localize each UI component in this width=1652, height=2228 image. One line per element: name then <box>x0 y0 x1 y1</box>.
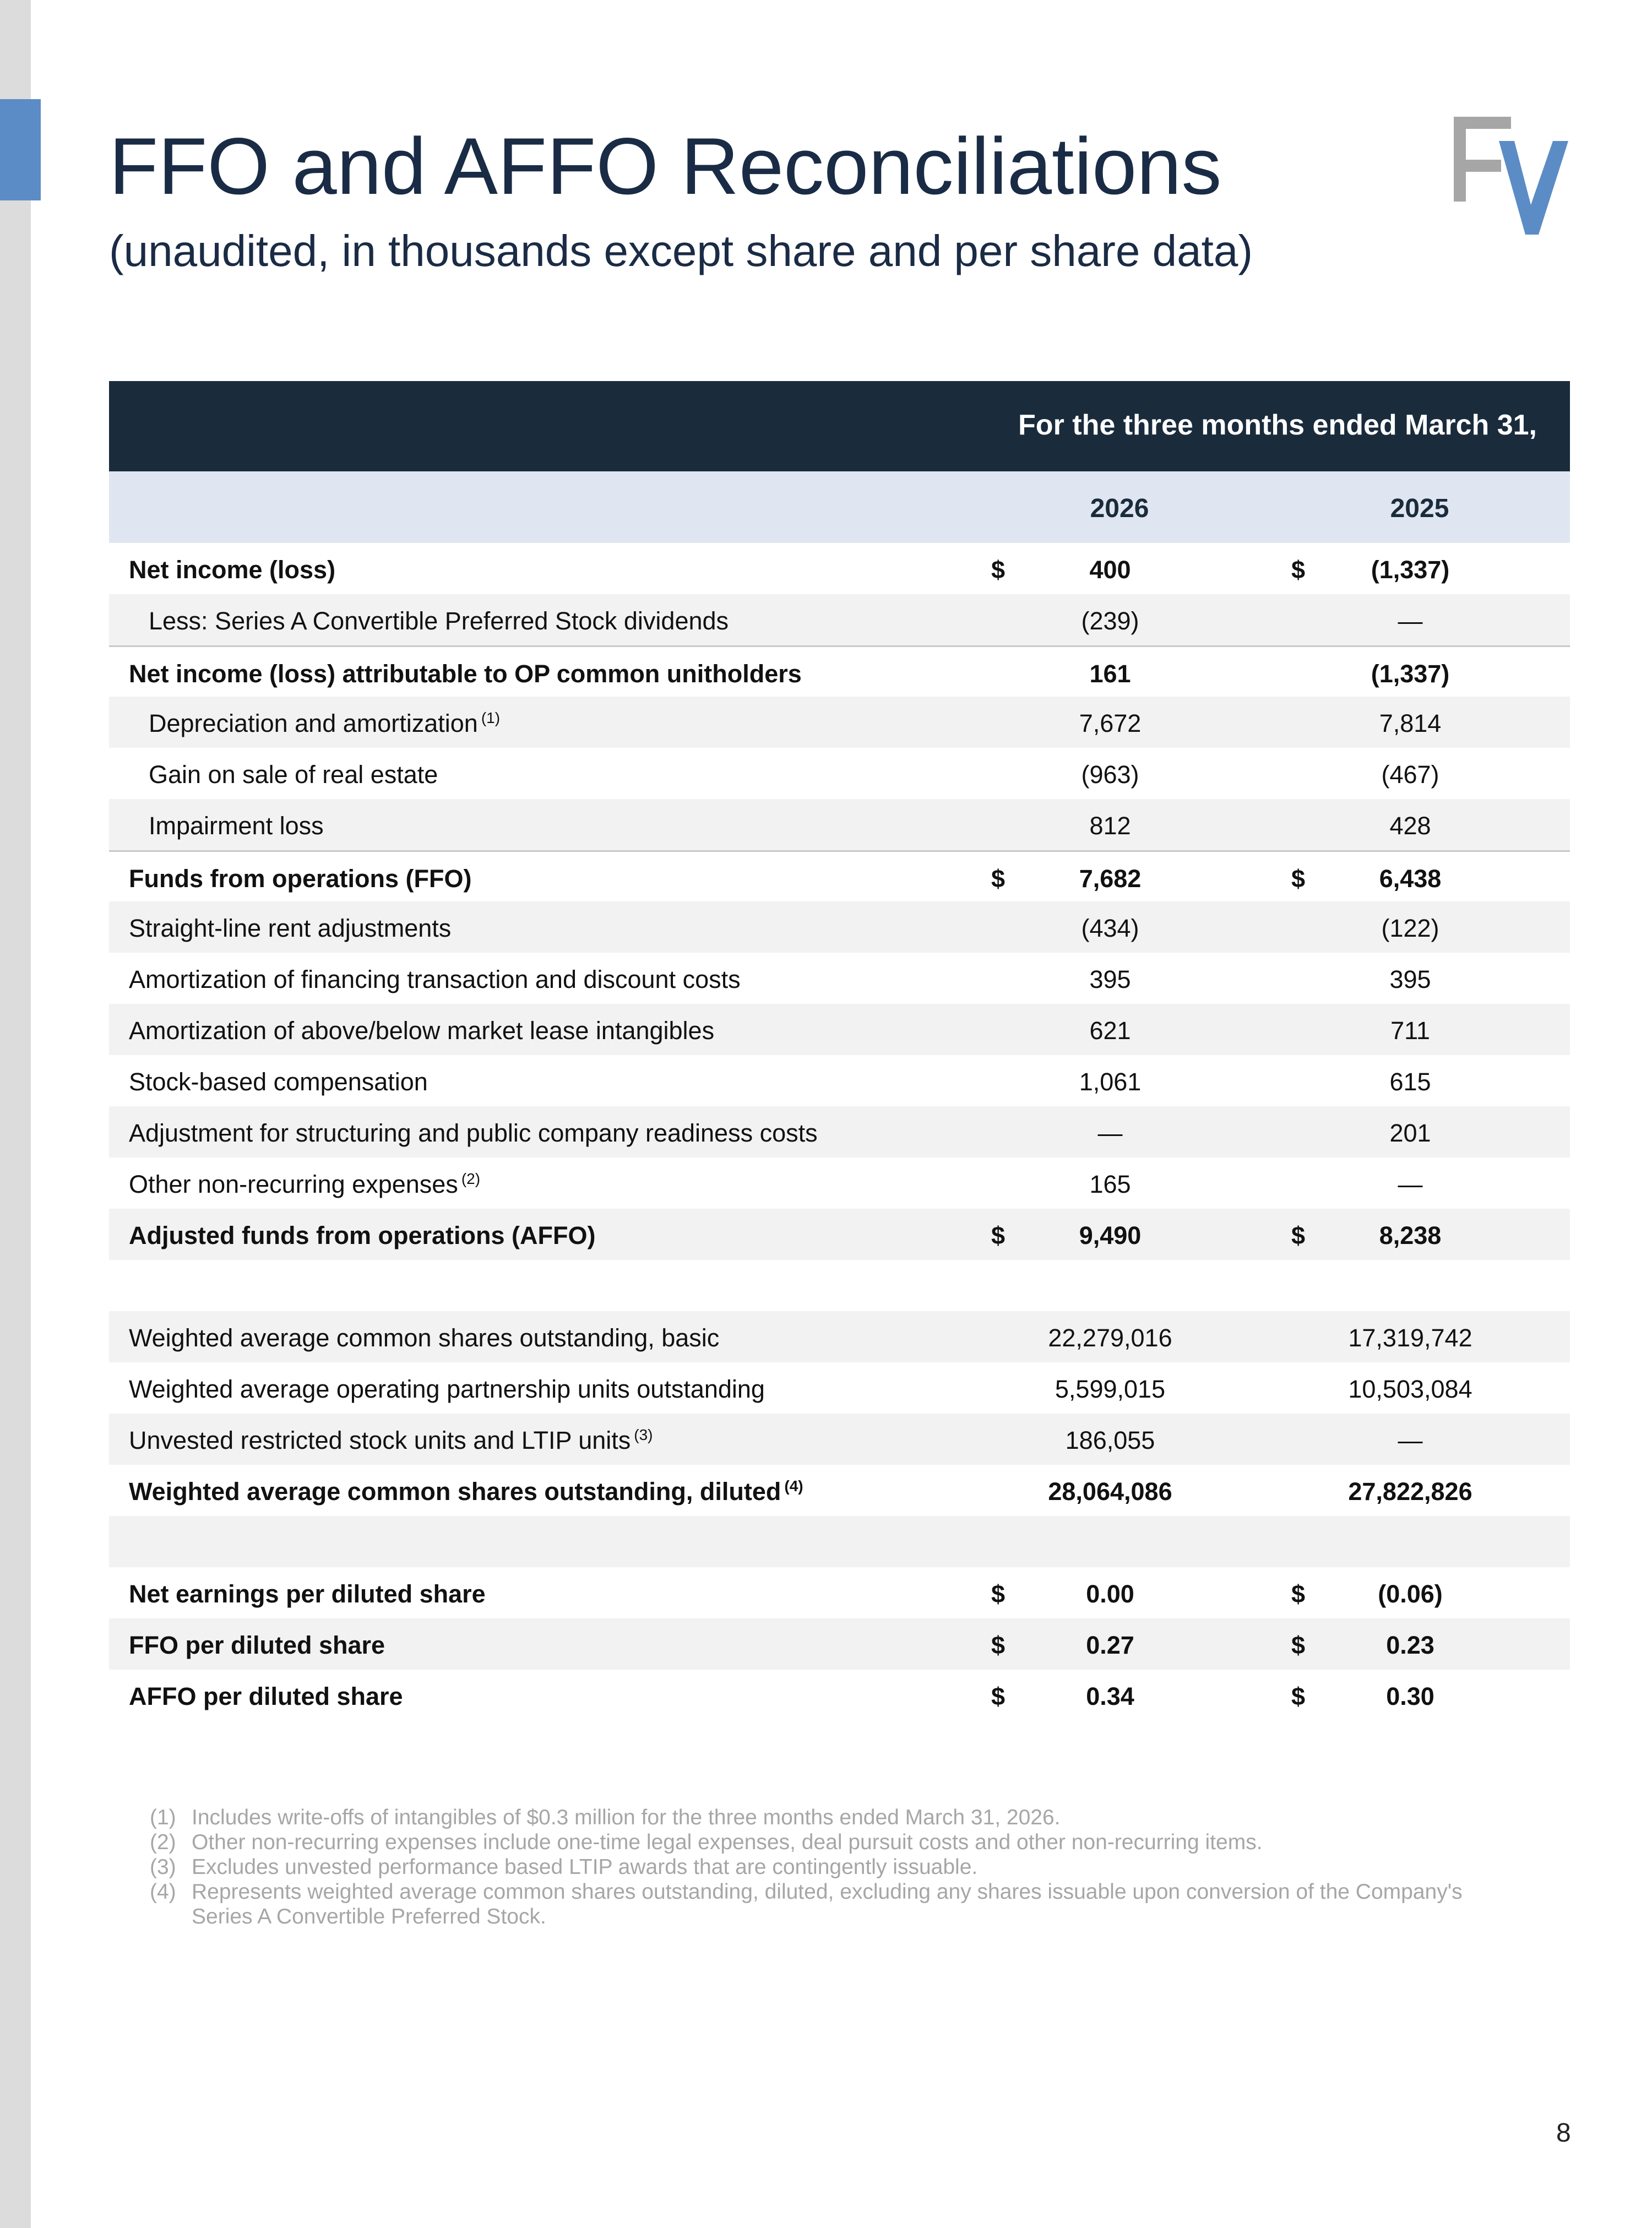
row-label <box>129 1580 486 1608</box>
table-row <box>109 1465 1570 1516</box>
footnote-number: (4) <box>150 1880 176 1904</box>
row-label <box>129 865 471 893</box>
value-2025: (1,337) <box>1371 556 1450 584</box>
company-logo <box>1448 110 1575 242</box>
value-2025: 395 <box>1389 965 1431 993</box>
table-year-header <box>109 471 1570 543</box>
table-row <box>109 748 1570 799</box>
row-label-text: Net income (loss) attributable to OP common unitholders <box>129 660 802 688</box>
footnote-ref: (3) <box>634 1426 653 1443</box>
row-label-text: Straight-line rent adjustments <box>129 914 452 942</box>
table-spacer-row <box>109 1260 1570 1311</box>
currency-symbol: $ <box>1291 1221 1306 1249</box>
period-label: For the three months ended March 31, <box>1018 409 1537 441</box>
table-row <box>109 1311 1570 1362</box>
currency-symbol: $ <box>991 1631 1006 1659</box>
value-2025: 6,438 <box>1379 865 1442 893</box>
row-label <box>129 1477 803 1506</box>
value-2026: 165 <box>1089 1170 1131 1198</box>
footnote-text: Other non-recurring expenses include one-time legal expenses, deal pursuit costs and other non-recurring items. <box>192 1830 1263 1854</box>
table-row <box>109 799 1570 850</box>
currency-symbol: $ <box>1291 1580 1306 1608</box>
value-2025: (122) <box>1381 914 1439 942</box>
value-2026: 0.00 <box>1086 1580 1134 1608</box>
logo-mid-bar <box>1454 160 1501 172</box>
table-row <box>109 543 1570 594</box>
value-2026: 186,055 <box>1065 1426 1155 1454</box>
footnote-ref: (1) <box>481 709 501 726</box>
row-label <box>129 556 335 584</box>
row-label <box>149 812 324 840</box>
value-2026: 1,061 <box>1079 1068 1142 1096</box>
row-label-text: Amortization of financing transaction and discount costs <box>129 965 741 993</box>
value-2025: 428 <box>1389 812 1431 840</box>
row-label <box>129 1221 595 1250</box>
footnote-number: (3) <box>150 1855 176 1879</box>
footnote-4 <box>150 1879 1471 1929</box>
left-margin-strip <box>0 0 31 2228</box>
value-2026: 28,064,086 <box>1048 1477 1172 1506</box>
row-label-text: AFFO per diluted share <box>129 1682 403 1710</box>
value-2026: 161 <box>1089 660 1131 688</box>
row-label-text: Weighted average common shares outstanding, diluted <box>129 1477 781 1506</box>
value-2025: 0.23 <box>1386 1631 1434 1659</box>
currency-symbol: $ <box>1291 865 1306 893</box>
value-2026: 400 <box>1089 556 1131 584</box>
footnotes <box>150 1805 1471 1929</box>
row-label-text: Less: Series A Convertible Preferred Stock dividends <box>149 607 729 635</box>
page-number: 8 <box>1556 2118 1571 2148</box>
row-label <box>129 1119 818 1148</box>
row-label <box>129 1170 480 1199</box>
value-2025: (467) <box>1381 760 1439 789</box>
currency-symbol: $ <box>1291 1682 1306 1710</box>
value-2025: 711 <box>1390 1017 1430 1045</box>
row-label <box>129 1426 653 1455</box>
value-2025: 8,238 <box>1379 1221 1442 1249</box>
table-period-header <box>109 381 1570 471</box>
row-label <box>129 1017 714 1045</box>
footnote-number: (1) <box>150 1806 176 1829</box>
table-row <box>109 1362 1570 1414</box>
table-row <box>109 697 1570 748</box>
value-2025: (0.06) <box>1378 1580 1443 1608</box>
currency-symbol: $ <box>991 1221 1006 1249</box>
currency-symbol: $ <box>991 865 1006 893</box>
row-label <box>149 760 438 789</box>
table-row <box>109 1055 1570 1106</box>
logo-v-mark <box>1499 141 1568 235</box>
row-label-text: Amortization of above/below market lease intangibles <box>129 1017 715 1045</box>
value-2026: 7,672 <box>1079 709 1142 737</box>
value-2026: — <box>1097 1119 1123 1147</box>
value-2025: 10,503,084 <box>1348 1375 1472 1403</box>
table-row <box>109 1158 1570 1209</box>
row-label <box>129 1682 403 1711</box>
table-row <box>109 1209 1570 1260</box>
currency-symbol: $ <box>991 1580 1006 1608</box>
year-column-2026: 2026 <box>1090 494 1149 523</box>
logo-top-bar <box>1454 117 1511 129</box>
table-row <box>109 1567 1570 1618</box>
currency-symbol: $ <box>991 556 1006 584</box>
value-2026: 0.34 <box>1086 1682 1134 1710</box>
row-label <box>129 965 741 994</box>
row-label-text: Adjustment for structuring and public company readiness costs <box>129 1119 818 1147</box>
table-row <box>109 1618 1570 1670</box>
value-2026: 395 <box>1089 965 1131 993</box>
row-label-text: Unvested restricted stock units and LTIP units <box>129 1426 631 1454</box>
table-row <box>109 850 1570 901</box>
footnote-number: (2) <box>150 1830 176 1854</box>
row-label <box>129 1324 719 1352</box>
row-label <box>129 1375 765 1404</box>
currency-symbol: $ <box>991 1682 1006 1710</box>
table-row <box>109 1670 1570 1721</box>
left-accent-bar <box>0 99 41 200</box>
value-2026: 812 <box>1089 812 1131 840</box>
footnote-ref: (2) <box>461 1170 481 1187</box>
row-label-text: Net income (loss) <box>129 556 336 584</box>
row-label-text: Impairment loss <box>149 812 324 840</box>
value-2025: 201 <box>1389 1119 1431 1147</box>
footnote-2 <box>150 1830 1471 1855</box>
value-2025: 615 <box>1389 1068 1431 1096</box>
value-2025: — <box>1398 1170 1423 1198</box>
footnote-text: Includes write-offs of intangibles of $0.3 million for the three months ended March 31, 2026. <box>192 1806 1061 1829</box>
row-label <box>129 1068 428 1096</box>
page-title: FFO and AFFO Reconciliations <box>109 121 1222 211</box>
value-2025: (1,337) <box>1371 660 1450 688</box>
value-2026: 9,490 <box>1079 1221 1142 1249</box>
row-label-text: Net earnings per diluted share <box>129 1580 486 1608</box>
row-label-text: Depreciation and amortization <box>149 709 478 737</box>
footnote-1 <box>150 1805 1471 1830</box>
value-2026: (434) <box>1081 914 1139 942</box>
row-label-text: Other non-recurring expenses <box>129 1170 458 1198</box>
reconciliation-table <box>109 381 1570 1721</box>
value-2025: — <box>1398 607 1423 635</box>
footnote-text: Represents weighted average common shares outstanding, diluted, excluding any shares issuable upon conversion of the Company's Series A Convertible Preferred Stock. <box>192 1880 1463 1928</box>
row-label-text: FFO per diluted share <box>129 1631 385 1659</box>
page-subtitle: (unaudited, in thousands except share and per share data) <box>109 226 1253 275</box>
year-column-2025: 2025 <box>1390 494 1449 523</box>
row-label <box>129 1631 385 1660</box>
row-label-text: Stock-based compensation <box>129 1068 428 1096</box>
footnote-ref: (4) <box>784 1477 803 1495</box>
table-spacer-row <box>109 1516 1570 1567</box>
table-row <box>109 1004 1570 1055</box>
table-row <box>109 901 1570 953</box>
table-row <box>109 594 1570 645</box>
row-label <box>149 709 500 738</box>
table-body <box>109 543 1570 1721</box>
value-2025: 7,814 <box>1379 709 1442 737</box>
value-2026: (239) <box>1081 607 1139 635</box>
value-2025: — <box>1398 1426 1423 1454</box>
value-2026: (963) <box>1081 760 1139 789</box>
currency-symbol: $ <box>1291 556 1306 584</box>
value-2026: 22,279,016 <box>1048 1324 1172 1352</box>
table-row <box>109 953 1570 1004</box>
currency-symbol: $ <box>1291 1631 1306 1659</box>
value-2026: 621 <box>1089 1017 1131 1045</box>
row-label <box>149 607 729 635</box>
table-row <box>109 1414 1570 1465</box>
footnote-3 <box>150 1855 1471 1879</box>
row-label <box>129 660 802 688</box>
value-2025: 17,319,742 <box>1348 1324 1472 1352</box>
value-2025: 0.30 <box>1386 1682 1434 1710</box>
value-2026: 7,682 <box>1079 865 1142 893</box>
row-label-text: Weighted average common shares outstanding, basic <box>129 1324 720 1352</box>
value-2025: 27,822,826 <box>1348 1477 1472 1506</box>
row-label-text: Weighted average operating partnership units outstanding <box>129 1375 765 1403</box>
row-label-text: Gain on sale of real estate <box>149 760 438 789</box>
footnote-text: Excludes unvested performance based LTIP awards that are contingently issuable. <box>192 1855 978 1879</box>
row-label-text: Funds from operations (FFO) <box>129 865 472 893</box>
table-row <box>109 1106 1570 1158</box>
row-label <box>129 914 451 943</box>
value-2026: 5,599,015 <box>1055 1375 1166 1403</box>
value-2026: 0.27 <box>1086 1631 1134 1659</box>
row-label-text: Adjusted funds from operations (AFFO) <box>129 1221 596 1249</box>
table-row <box>109 645 1570 697</box>
